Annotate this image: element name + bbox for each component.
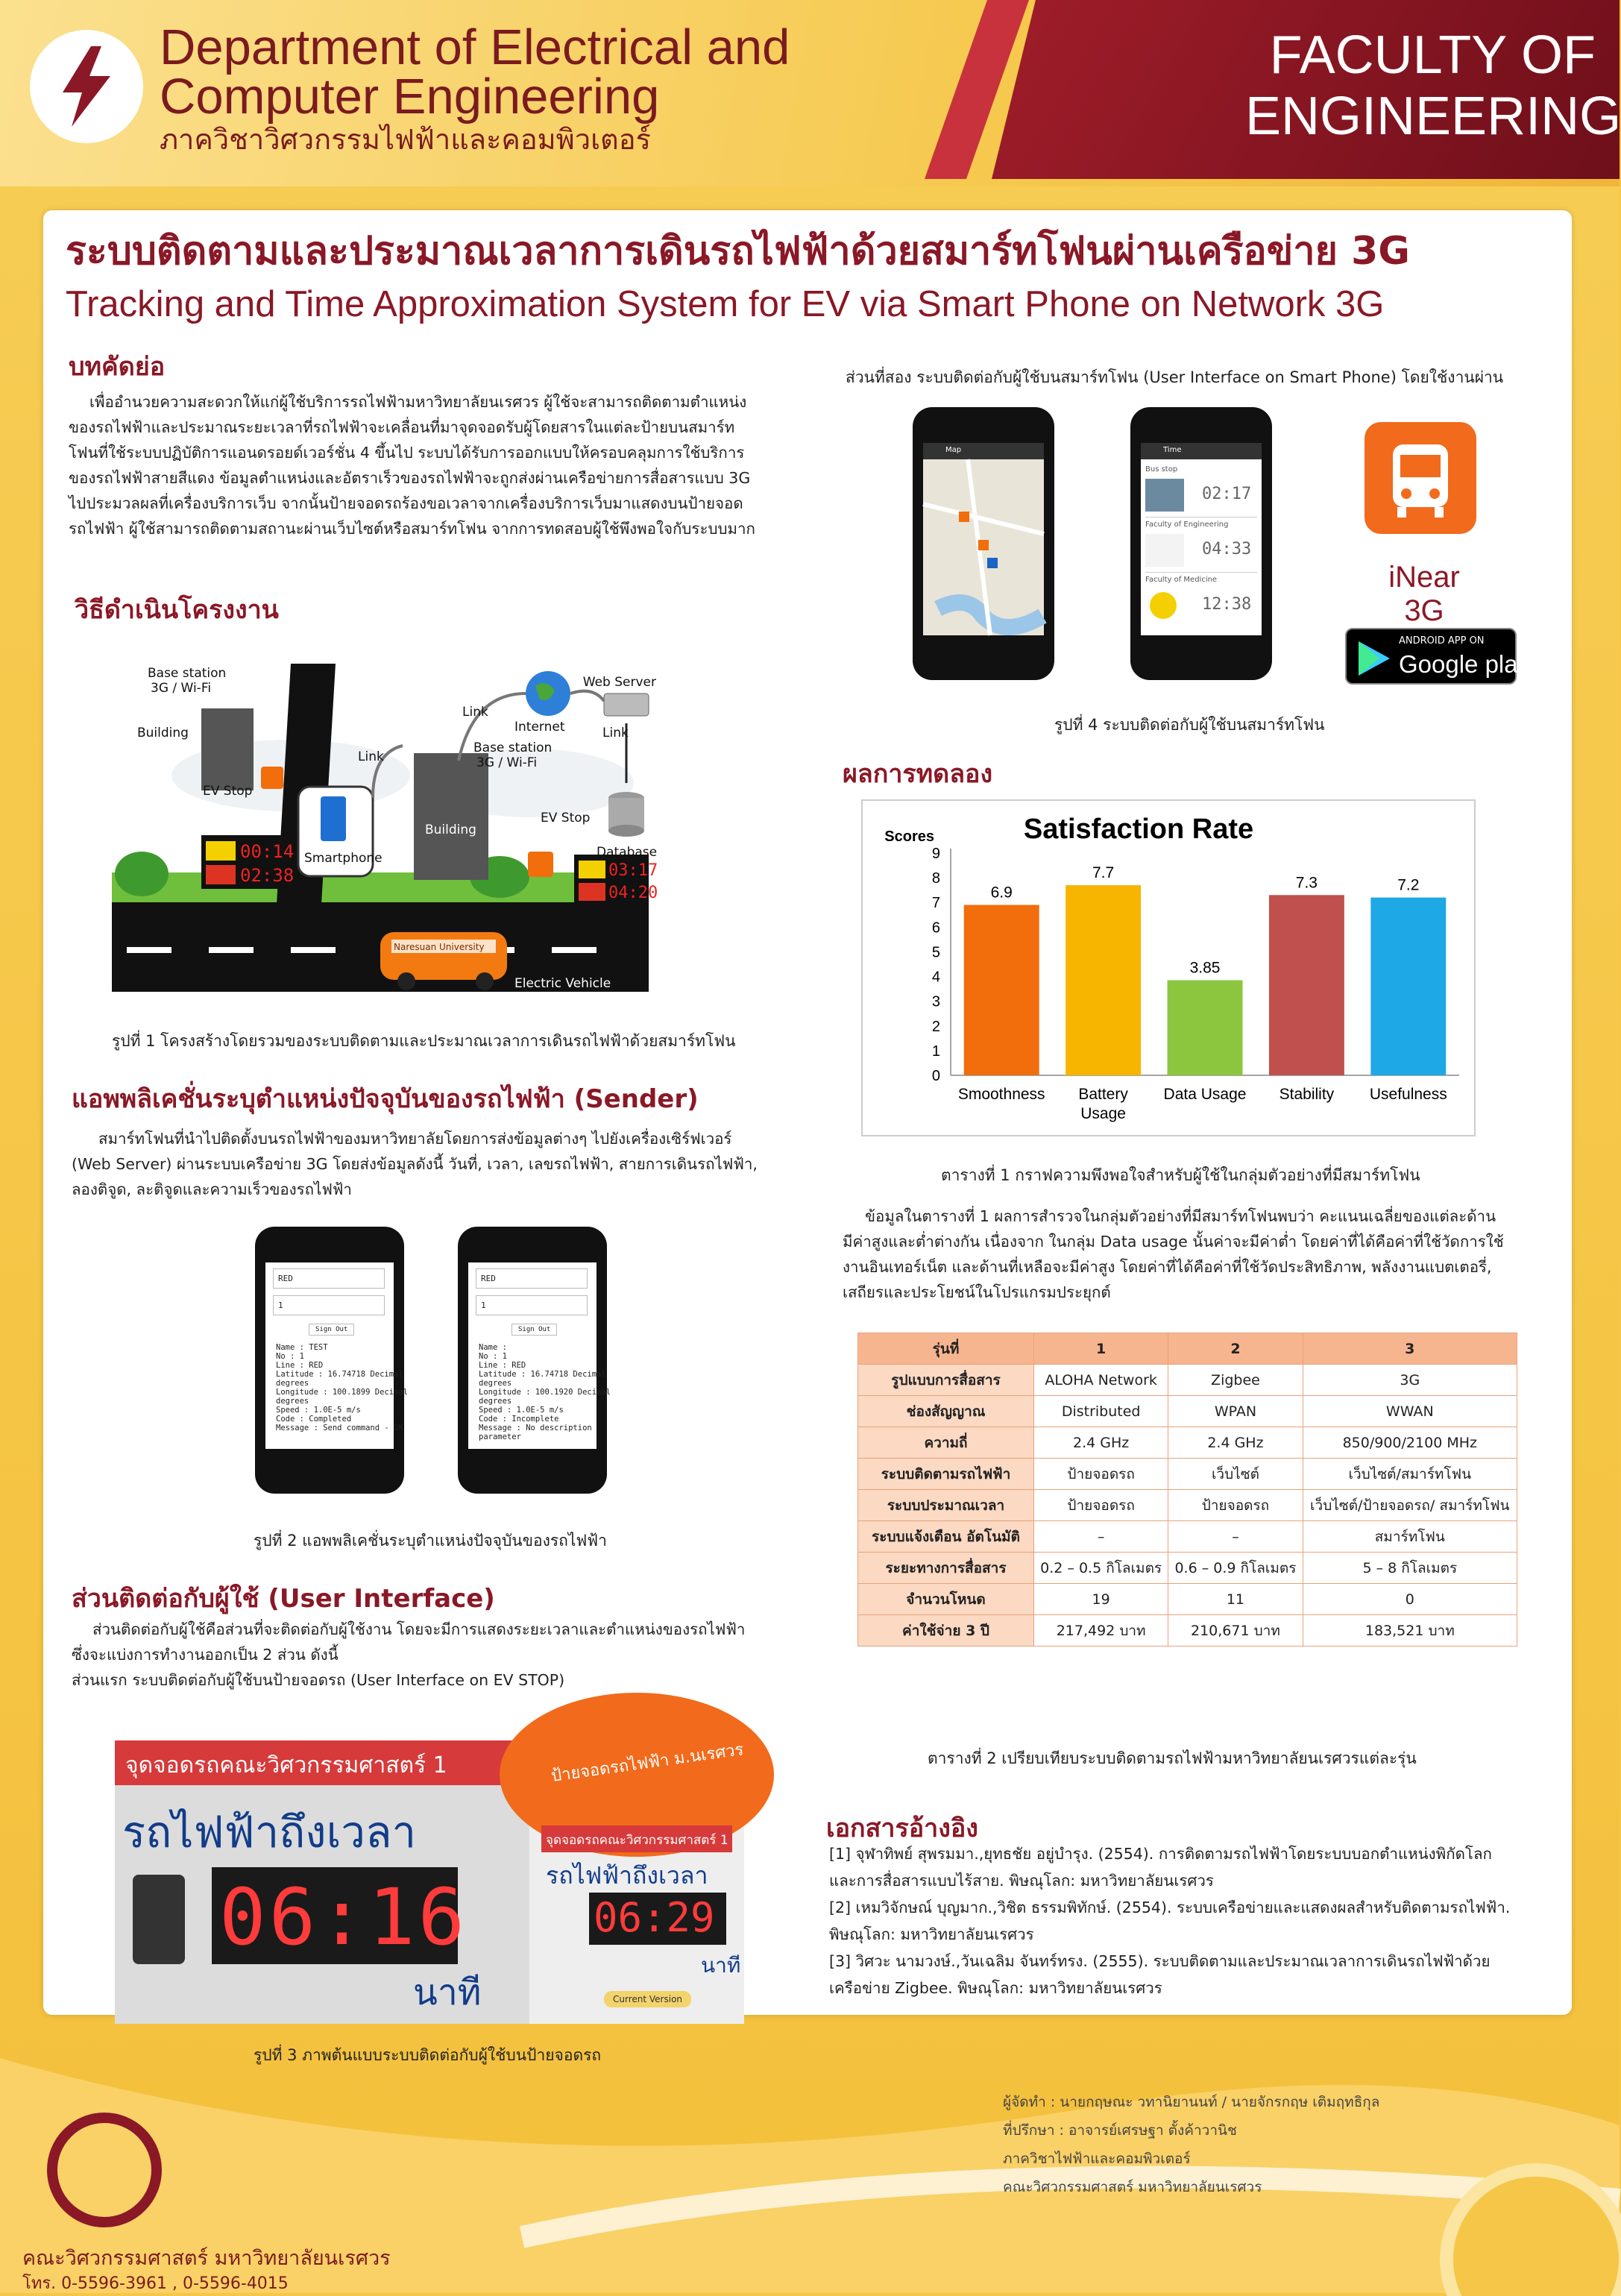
- status-line: No : 1: [479, 1352, 507, 1361]
- fig1-label: 03:17: [608, 861, 658, 880]
- app-bar: [923, 443, 1044, 459]
- results-text: [843, 1204, 1551, 1305]
- stop-time: 02:17: [1202, 485, 1252, 503]
- abstract-line: โฟนที่ใช้ระบบปฏิบัติการแอนดรอยด์เวอร์ชั่น 4 ขึ้นไป ระบบได้รับการออกแบบให้ครอบคลุมการใช้บริการ: [69, 444, 745, 462]
- inear-app-icon[interactable]: [1365, 422, 1476, 534]
- method-heading: วิธีดำเนินโครงงาน: [75, 595, 279, 625]
- reference-line: พิษณุโลก: มหาวิทยาลัยนเรศวร: [829, 1925, 1034, 1943]
- x-tick-label: Stability: [1279, 1086, 1335, 1103]
- table-cell: Zigbee: [1168, 1365, 1303, 1396]
- table-cell: 2.4 GHz: [1034, 1427, 1168, 1459]
- fig1-label: Naresuan University: [394, 942, 485, 952]
- stop-name: Faculty of Medicine: [1145, 576, 1218, 584]
- y-tick-label: 2: [931, 1018, 940, 1035]
- status-line: parameter: [479, 1432, 521, 1441]
- fig1-label: 00:14: [240, 841, 295, 862]
- table-cell: 2.4 GHz: [1168, 1427, 1303, 1459]
- map-screen: [923, 443, 1044, 635]
- stop-name: Bus stop: [1145, 465, 1178, 474]
- stop-card[interactable]: [1145, 465, 1257, 518]
- results-line: ข้อมูลในตารางที่ 1 ผลการสำรวจในกลุ่มตัวอย่างที่มีสมาร์ทโฟนพบว่า คะแนนเฉลี่ยของแต่ละด้าน: [865, 1207, 1496, 1225]
- status-line: Line : RED: [479, 1361, 526, 1370]
- table-cell: ป้ายจอดรถ: [1168, 1490, 1303, 1521]
- table-row-header: ค่าใช้จ่าย 3 ปี: [858, 1615, 1034, 1646]
- bar: [1370, 898, 1446, 1075]
- x-tick-label: Usefulness: [1369, 1086, 1447, 1103]
- abstract-heading: บทคัดย่อ: [69, 352, 166, 382]
- table-cell: เว็บไซต์/ป้ายจอดรถ/ สมาร์ทโฟน: [1303, 1490, 1517, 1521]
- dept-name-en-line2: Computer Engineering: [160, 69, 660, 125]
- table-cell: Distributed: [1034, 1396, 1168, 1427]
- stop-time: 04:33: [1202, 540, 1252, 559]
- table-cell: เว็บไซต์: [1168, 1459, 1303, 1490]
- sign-arc-text: ป้ายจอดรถไฟฟ้า ม.นเรศวร: [550, 1740, 745, 1786]
- table-row-header: ระบบแจ้งเตือน อัตโนมัติ: [858, 1521, 1034, 1553]
- fig1-label: 04:20: [608, 884, 658, 902]
- ev-stop-photo-1: [115, 1740, 532, 2024]
- credits: [1003, 2088, 1379, 2201]
- status-line: Name :: [479, 1343, 507, 1352]
- results-line: งานอินเทอร์เน็ต และด้านที่เหลือจะมีค่าสูง โดยค่าที่ได้คือค่าที่ใช้วัดประสิทธิภาพ, พลังงานแบตเตอรี่,: [843, 1258, 1492, 1276]
- poster-title-en: Tracking and Time Approximation System for EV via Smart Phone on Network 3G: [66, 284, 1385, 324]
- fig1-label: Smartphone: [304, 851, 383, 866]
- fig1-label: Base station: [473, 740, 553, 755]
- reference-line: เครือข่าย Zigbee. พิษณุโลก: มหาวิทยาลัยนเรศวร: [829, 1979, 1162, 1997]
- abstract-line: รถไฟฟ้า ผู้ใช้สามารถติดตามสถานะผ่านเว็บไซต์หรือสมาร์ทโฟน จากการทดสอบผู้ใช้พึงพอใจกับระบบมาก: [69, 520, 755, 538]
- dept-name-th: ภาควิชาวิศวกรรมไฟฟ้าและคอมพิวเตอร์: [160, 123, 651, 156]
- x-tick-label: Battery: [1078, 1086, 1128, 1103]
- y-tick-label: 5: [931, 944, 940, 961]
- status-line: degrees: [276, 1397, 309, 1406]
- table-row: [858, 1459, 1517, 1490]
- figure2-caption: รูปที่ 2 แอพพลิเคชั่นระบุตำแหน่งปัจจุบันของรถไฟฟ้า: [254, 1532, 607, 1550]
- status-line: Speed : 1.0E-5 m/s: [276, 1406, 361, 1415]
- dept-name-en-line1: Department of Electrical and: [160, 19, 790, 75]
- sender-line: ลองติจูด, ละติจูดและความเร็วของรถไฟฟ้า: [72, 1180, 352, 1198]
- credit-line: ที่ปรึกษา : อาจารย์เศรษฐา ตั้งค้าวานิช: [1003, 2122, 1237, 2139]
- part2-intro: ส่วนที่สอง ระบบติดต่อกับผู้ใช้บนสมาร์ทโฟน (User Interface on Smart Phone) โดยใช้งานผ่าน: [846, 368, 1504, 386]
- badge-top-text: ANDROID APP ON: [1399, 635, 1485, 647]
- bar: [1168, 981, 1243, 1075]
- fig1-label: Link: [462, 705, 488, 720]
- status-line: Longitude : 100.1899 Decimal: [276, 1388, 409, 1397]
- status-line: degrees: [276, 1379, 309, 1388]
- bar-value-label: 7.2: [1397, 876, 1420, 894]
- y-tick-label: 4: [931, 969, 940, 986]
- ui-line: ส่วนติดต่อกับผู้ใช้คือส่วนที่จะติดต่อกับผู้ใช้งาน โดยจะมีการแสดงระยะเวลาและตำแหน่งของรถไฟฟ้า: [92, 1620, 746, 1638]
- fig1-label: Building: [137, 726, 189, 740]
- x-tick-label: Usage: [1080, 1105, 1126, 1122]
- system-diagram: [112, 649, 658, 1007]
- footer-phone: โทร. 0-5596-3961 , 0-5596-4015: [22, 2274, 289, 2293]
- table-row: [858, 1490, 1517, 1521]
- comparison-table: [857, 1333, 1517, 1646]
- y-tick-label: 8: [931, 870, 940, 887]
- fig1-label: EV Stop: [541, 811, 591, 825]
- status-line: Line : RED: [276, 1361, 324, 1370]
- y-tick-label: 7: [931, 895, 940, 912]
- y-tick-label: 1: [931, 1042, 940, 1060]
- bus-stop-marker-icon[interactable]: [959, 512, 969, 522]
- table-cell: 210,671 บาท: [1168, 1615, 1303, 1646]
- phone-screen: [468, 1262, 611, 1449]
- table-header-cell: 2: [1168, 1333, 1303, 1365]
- stop-photo: [1145, 534, 1184, 567]
- y-tick-label: 3: [931, 993, 940, 1010]
- table-cell: 0.2 – 0.5 กิโลเมตร: [1034, 1553, 1168, 1584]
- status-line: Latitude : 16.74718 Decimal: [479, 1370, 606, 1379]
- stop-card[interactable]: [1145, 576, 1257, 628]
- google-play-badge[interactable]: [1345, 628, 1531, 685]
- table-header-cell: รุ่นที่: [858, 1333, 1034, 1365]
- table-cell: ป้ายจอดรถ: [1034, 1459, 1168, 1490]
- fig1-label: Base station: [148, 666, 227, 681]
- stop-time: 12:38: [1202, 595, 1252, 614]
- table-cell: 11: [1168, 1584, 1303, 1615]
- led-time: 06:29: [594, 1894, 715, 1941]
- reference-line: [2] เหมวิจักษณ์ บุญมาก.,วิชิต ธรรมพิทักษ์. (2554). ระบบเครือข่ายและแสดงผลสำหรับติดตามรถไฟฟ้า.: [829, 1899, 1511, 1916]
- map-phone: [913, 407, 1054, 680]
- app-name: iNear 3G: [1388, 561, 1460, 627]
- table2-caption: ตารางที่ 2 เปรียบเทียบระบบติดตามรถไฟฟ้ามหาวิทยาลัยนเรศวรแต่ละรุ่น: [928, 1749, 1417, 1767]
- credit-line: คณะวิศวกรรมศาสตร์ มหาวิทยาลัยนเรศวร: [1003, 2179, 1262, 2195]
- table1-caption: ตารางที่ 1 กราฟความพึงพอใจสำหรับผู้ใช้ในกลุ่มตัวอย่างที่มีสมาร์ทโฟน: [941, 1166, 1420, 1184]
- reference-line: [3] วิศวะ นามวงษ์.,วันเฉลิม จันทร์ทรง. (2555). ระบบติดตามและประมาณเวลาการเดินรถไฟฟ้าด้วย: [829, 1952, 1491, 1970]
- time-screen: [1141, 443, 1262, 635]
- bar: [964, 905, 1039, 1075]
- ui-heading: ส่วนติดต่อกับผู้ใช้ (User Interface): [72, 1584, 495, 1614]
- table-cell: ป้ายจอดรถ: [1034, 1490, 1168, 1521]
- x-tick-label: Smoothness: [957, 1086, 1045, 1103]
- table-header-cell: 3: [1303, 1333, 1517, 1365]
- status-text: [479, 1343, 611, 1441]
- table-row: [858, 1615, 1517, 1646]
- table-cell: 3G: [1303, 1365, 1517, 1396]
- table-header-cell: 1: [1034, 1333, 1168, 1365]
- ui-text: [72, 1617, 810, 1693]
- abstract-text: [69, 389, 807, 541]
- time-phone: [1130, 407, 1272, 680]
- status-line: Name : TEST: [276, 1343, 328, 1352]
- reference-line: และการสื่อสารแบบไร้สาย. พิษณุโลก: มหาวิทยาลัยนเรศวร: [829, 1872, 1214, 1890]
- table-row-header: ช่องสัญญาณ: [858, 1396, 1034, 1427]
- satisfaction-chart: [861, 799, 1476, 1136]
- abstract-line: เพื่ออำนวยความสะดวกให้แก่ผู้ใช้บริการรถไฟฟ้ามหาวิทยาลัยนเรศวร ผู้ใช้จะสามารถติดตามตำแหน่ง: [89, 393, 747, 411]
- table-row: [858, 1521, 1517, 1553]
- version-tag: Current Version: [604, 1991, 691, 2007]
- status-line: degrees: [479, 1379, 512, 1388]
- table-cell: ALOHA Network: [1034, 1365, 1168, 1396]
- stop-card[interactable]: [1145, 520, 1257, 573]
- ui-line: ส่วนแรก ระบบติดต่อกับผู้ใช้บนป้ายจอดรถ (User Interface on EV STOP): [72, 1671, 565, 1689]
- table-row: [858, 1427, 1517, 1459]
- footer-university: คณะวิศวกรรมศาสตร์ มหาวิทยาลัยนเรศวร: [22, 2247, 391, 2270]
- table-row-header: จำนวนโหนด: [858, 1584, 1034, 1615]
- status-text: [276, 1343, 408, 1432]
- table-header-row: [858, 1333, 1517, 1365]
- fig1-label: Internet: [514, 720, 565, 735]
- sender-line: สมาร์ทโฟนที่นำไปติดตั้งบนรถไฟฟ้าของมหาวิทยาลัยโดยการส่งข้อมูลต่างๆ ไปยังเครื่องเซิร์ฟเวอร์: [98, 1130, 732, 1148]
- table-cell: WWAN: [1303, 1396, 1517, 1427]
- fig1-label: Link: [602, 726, 629, 740]
- abstract-line: ของรถไฟฟ้าสายสีแดง ข้อมูลตำแหน่งและอัตราเร็วของรถไฟฟ้าจะถูกส่งผ่านเครือข่ายการสื่อสารแบบ 3G: [69, 469, 751, 487]
- table-cell: –: [1168, 1521, 1303, 1553]
- sender-text: [72, 1126, 810, 1202]
- phone-mount: [133, 1875, 185, 1964]
- sign-main-text: รถไฟฟ้าถึงเวลา: [122, 1807, 417, 1858]
- table-row-header: ระบบประมาณเวลา: [858, 1490, 1034, 1521]
- status-line: Longitude : 100.1920 Decimal: [479, 1388, 611, 1397]
- phone-screen: [265, 1262, 409, 1449]
- app-bar-title: Time: [1163, 446, 1182, 454]
- table-cell: สมาร์ทโฟน: [1303, 1521, 1517, 1553]
- reference-line: [1] จุฬาทิพย์ สุพรมมา.,ยุทธชัย อยู่บำรุง. (2554). การติดตามรถไฟฟ้าโดยระบบบอกตำแหน่งพิกัดโลก: [829, 1845, 1492, 1863]
- figure1-caption: รูปที่ 1 โครงสร้างโดยรวมของระบบติดตามและประมาณเวลาการเดินรถไฟฟ้าด้วยสมาร์ทโฟน: [112, 1032, 736, 1050]
- status-line: Speed : 1.0E-5 m/s: [479, 1406, 564, 1415]
- status-line: Latitude : 16.74718 Decimal: [276, 1370, 403, 1379]
- badge-main-text: Google play: [1399, 650, 1531, 678]
- bus-select[interactable]: 1: [273, 1295, 385, 1315]
- table-row: [858, 1584, 1517, 1615]
- faculty-title-line2: ENGINEERING: [1245, 87, 1621, 146]
- fig1-label: EV Stop: [203, 784, 253, 799]
- table-row-header: ระยะทางการสื่อสาร: [858, 1553, 1034, 1584]
- line-select[interactable]: RED: [273, 1268, 385, 1289]
- references-list: [829, 1840, 1567, 2001]
- stop-name: Faculty of Engineering: [1145, 520, 1229, 529]
- sender-phone-1: [255, 1227, 409, 1494]
- led-time: 06:16: [219, 1872, 468, 1963]
- chart-title: Satisfaction Rate: [1023, 814, 1254, 845]
- references-heading: เอกสารอ้างอิง: [826, 1814, 978, 1843]
- fig1-label: Web Server: [582, 675, 656, 690]
- minute-unit: นาที: [701, 1953, 741, 1978]
- table-cell: –: [1034, 1521, 1168, 1553]
- table-row-header: ความถี่: [858, 1427, 1034, 1459]
- chart-bars: [958, 864, 1447, 1122]
- bar-value-label: 7.7: [1092, 864, 1115, 882]
- y-tick-label: 9: [931, 846, 940, 862]
- play-icon: [1357, 640, 1391, 677]
- status-line: Message : No description: [479, 1424, 592, 1432]
- table-row-header: รูปแบบการสื่อสาร: [858, 1365, 1034, 1396]
- bar: [1269, 895, 1344, 1075]
- sign-out-button[interactable]: Sign Out: [512, 1324, 557, 1336]
- status-line: Code : Incomplete: [479, 1415, 559, 1424]
- table-cell: 5 – 8 กิโลเมตร: [1303, 1553, 1517, 1584]
- stop-photo: [1150, 592, 1177, 619]
- bar-value-label: 3.85: [1189, 959, 1221, 977]
- table-cell: 0: [1303, 1584, 1517, 1615]
- poster-title-th: ระบบติดตามและประมาณเวลาการเดินรถไฟฟ้าด้วยสมาร์ทโฟนผ่านเครือข่าย 3G: [66, 229, 1410, 274]
- ui-line: ซึ่งจะแบ่งการทำงานออกเป็น 2 ส่วน ดังนี้: [72, 1646, 339, 1664]
- bus-marker-icon[interactable]: [987, 558, 998, 568]
- sender-heading: แอพพลิเคชั่นระบุตำแหน่งปัจจุบันของรถไฟฟ้า (Sender): [72, 1084, 699, 1114]
- results-heading: ผลการทดลอง: [843, 759, 993, 789]
- status-line: degrees: [479, 1397, 512, 1406]
- abstract-line: ไปประมวลผลที่เครื่องบริการเว็บ จากนั้นป้ายจอดรถร้องขอเวลาจากเครื่องบริการเว็บมาแสดงบนป้ายจอด: [69, 494, 743, 512]
- x-tick-label: Data Usage: [1163, 1086, 1247, 1103]
- minute-unit: นาที: [413, 1972, 482, 2013]
- bar: [1066, 885, 1141, 1075]
- app-bar: [1141, 443, 1262, 459]
- figure3-caption: รูปที่ 3 ภาพต้นแบบระบบติดต่อกับผู้ใช้บนป้ายจอดรถ: [254, 2046, 602, 2064]
- table-cell: WPAN: [1168, 1396, 1303, 1427]
- fig1-label: 02:38: [240, 865, 295, 886]
- bus-stop-marker-icon[interactable]: [978, 540, 989, 550]
- sign-out-button[interactable]: Sign Out: [309, 1324, 354, 1336]
- credit-line: ผู้จัดทำ : นายกฤษณะ วทานิยานนท์ / นายจักรกฤษ เติมฤทธิกุล: [1003, 2094, 1380, 2110]
- bar-value-label: 7.3: [1295, 874, 1318, 892]
- table-cell: 183,521 บาท: [1303, 1615, 1517, 1646]
- chart-y-label: Scores: [884, 828, 934, 845]
- table-cell: เว็บไซต์/สมาร์ทโฟน: [1303, 1459, 1517, 1490]
- table-cell: 217,492 บาท: [1034, 1615, 1168, 1646]
- table-cell: 19: [1034, 1584, 1168, 1615]
- credit-line: ภาควิชาไฟฟ้าและคอมพิวเตอร์: [1003, 2151, 1191, 2167]
- sender-line: (Web Server) ผ่านระบบเครือข่าย 3G โดยส่งข้อมูลดังนี้ วันที่, เวลา, เลขรถไฟฟ้า, สายการเดินรถไฟฟ้า,: [72, 1155, 758, 1173]
- sender-phone-2: [458, 1227, 611, 1494]
- bus-select[interactable]: 1: [476, 1295, 588, 1315]
- campus-map[interactable]: [923, 459, 1044, 635]
- status-line: Message : Send command - OK: [276, 1424, 403, 1432]
- line-select[interactable]: RED: [476, 1268, 588, 1289]
- results-line: เสถียรและประโยชน์ในโปรแกรมประยุกต์: [843, 1283, 1111, 1301]
- abstract-line: ของรถไฟฟ้าและประมาณระยะเวลาที่รถไฟฟ้าจะเคลื่อนที่มาจุดจอดรับผู้โดยสารในแต่ละป้ายบนสมาร์ท: [69, 418, 735, 436]
- fig1-label: Database: [597, 845, 658, 860]
- y-tick-label: 6: [931, 919, 940, 937]
- fig1-label: Electric Vehicle: [514, 976, 611, 991]
- sign-main-text: รถไฟฟ้าถึงเวลา: [546, 1861, 708, 1890]
- table-row: [858, 1553, 1517, 1584]
- y-tick-label: 0: [931, 1068, 940, 1084]
- chart-canvas: [863, 801, 1474, 1135]
- sign-top-text: จุดจอดรถคณะวิศวกรรมศาสตร์ 1: [125, 1752, 447, 1778]
- app-bar-title: Map: [945, 446, 962, 454]
- status-line: No : 1: [276, 1352, 304, 1361]
- fig1-label: 3G / Wi-Fi: [476, 755, 538, 770]
- fig1-label: 3G / Wi-Fi: [151, 681, 212, 696]
- results-line: มีค่าสูงและต่ำต่างกัน เนื่องจาก ในกลุ่ม Data usage นั้นค่าจะมีค่าต่ำ โดยค่าที่ได้คือค่าที่ใช้วัดการใช้: [843, 1233, 1504, 1251]
- fig1-label: Building: [425, 823, 476, 837]
- figure4-caption: รูปที่ 4 ระบบติดต่อกับผู้ใช้บนสมาร์ทโฟน: [1054, 716, 1325, 734]
- stop-photo: [1145, 479, 1184, 512]
- lightning-logo-icon: [30, 30, 143, 143]
- table-row-header: ระบบติดตามรถไฟฟ้า: [858, 1459, 1034, 1490]
- table-row: [858, 1365, 1517, 1396]
- sign-top-text: จุดจอดรถคณะวิศวกรรมศาสตร์ 1: [546, 1833, 728, 1848]
- status-line: Code : Completed: [276, 1415, 352, 1424]
- fig1-label: Link: [358, 749, 384, 764]
- table-row: [858, 1396, 1517, 1427]
- ev-stop-photo-2: [529, 1737, 744, 2024]
- faculty-title-line1: FACULTY OF: [1269, 25, 1596, 85]
- table-cell: 850/900/2100 MHz: [1303, 1427, 1517, 1459]
- bar-value-label: 6.9: [990, 884, 1013, 902]
- table-cell: 0.6 – 0.9 กิโลเมตร: [1168, 1553, 1303, 1584]
